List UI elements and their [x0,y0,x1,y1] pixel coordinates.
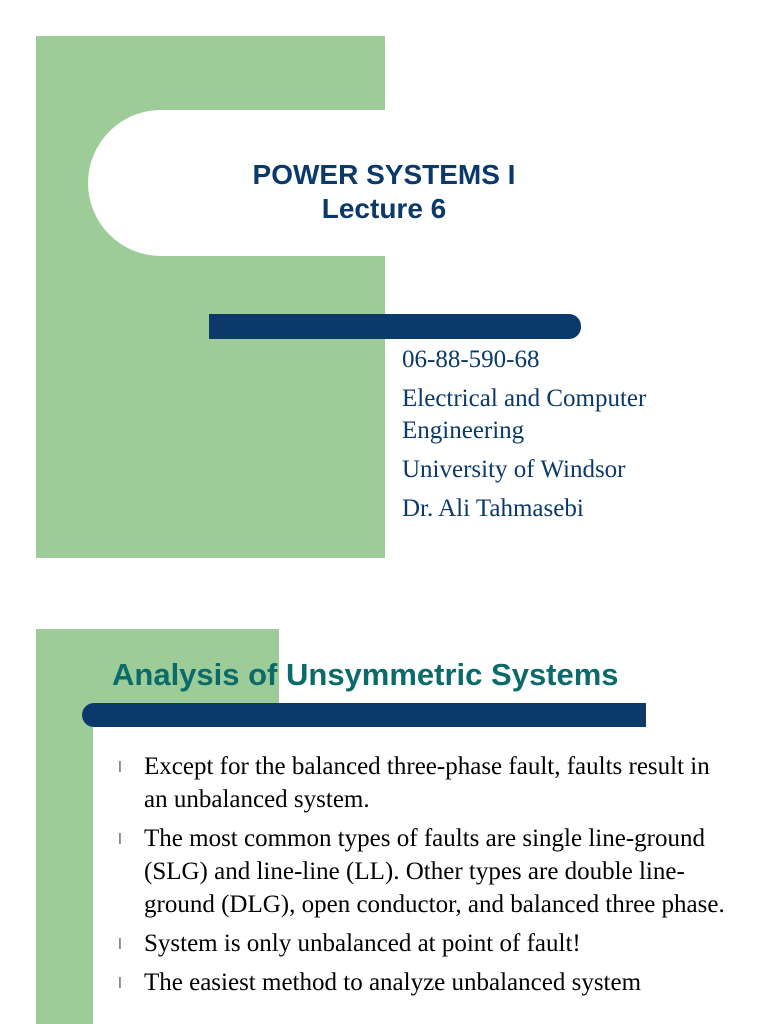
bullet-icon: l [118,760,122,776]
department: Electrical and Computer Engineering [402,385,647,444]
slide2-title: Analysis of Unsymmetric Systems [112,657,619,692]
slide2-divider-bar [82,703,646,727]
list-item [118,966,738,999]
instructor: Dr. Ali Tahmasebi [402,495,584,522]
list-item [118,927,738,960]
bullet-icon: l [118,832,122,848]
slide1-info-block [402,344,732,532]
course-code: 06-88-590-68 [402,346,540,373]
list-item [118,750,738,816]
slide1-title-line2: Lecture 6 [321,193,447,224]
bullet-text: The easiest method to analyze unbalanced system [144,969,642,996]
university: University of Windsor [402,456,626,483]
slide1-divider-bar [209,314,581,339]
bullet-text: System is only unbalanced at point of fault! [144,930,581,957]
bullet-icon: l [118,976,122,992]
bullet-text: Except for the balanced three-phase fault, faults result in an unbalanced system. [144,753,710,813]
list-item [118,822,738,921]
slide1-title [150,158,618,226]
slide1-title-line1: POWER SYSTEMS I [252,159,516,190]
bullet-text: The most common types of faults are single line-ground (SLG) and line-line (LL). Other types are double line-ground (DLG), open conductor, and balanced three phase. [144,825,725,918]
bullet-icon: l [118,937,122,953]
slide2-bullet-list [118,750,738,1005]
